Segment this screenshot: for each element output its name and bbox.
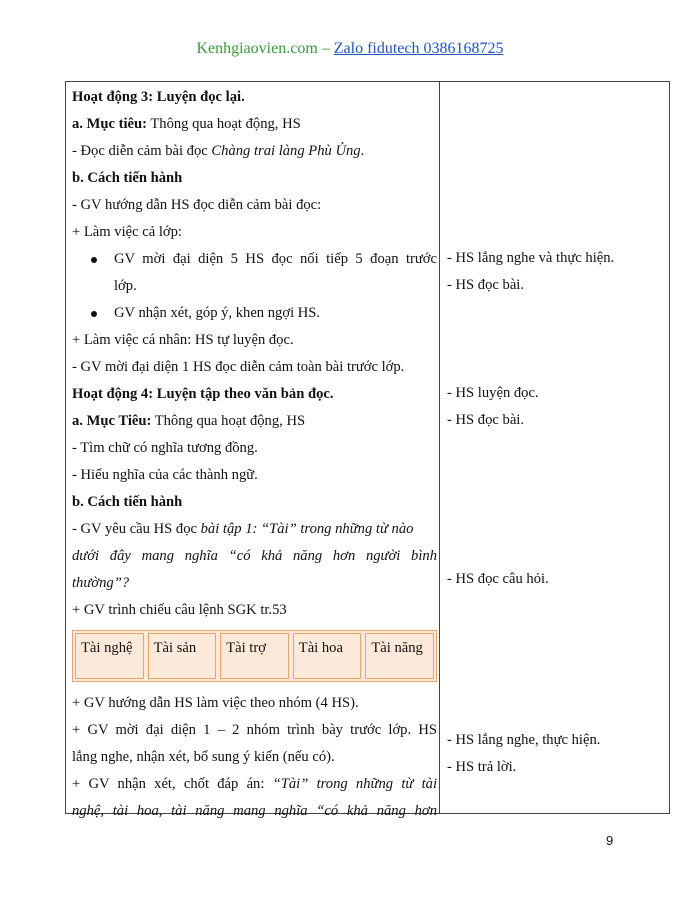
activity-4-line (72, 771, 437, 798)
header-zalo-link[interactable]: Zalo fidutech 0386168725 (333, 40, 504, 57)
exercise-line: thường”? (72, 575, 130, 591)
bullet-item (72, 300, 437, 327)
activity-4-line: + GV mời đại diện 1 – 2 nhóm trình bày trước lớp. HS (72, 722, 437, 738)
activity-3-line: + Làm việc cả lớp: (72, 224, 182, 240)
exercise-line: dưới đây mang nghĩa “có khả năng hơn người bình (72, 548, 437, 564)
activity-4-method: b. Cách tiến hành (72, 494, 183, 510)
reading-title: Chàng trai làng Phù Ủng (211, 143, 361, 159)
bullet-dot-icon (91, 311, 97, 317)
activity-3-title: Hoạt động 3: Luyện đọc lại. (72, 89, 245, 105)
page-number: 9 (606, 833, 614, 848)
exercise-line (72, 516, 437, 543)
bullet-item (72, 246, 437, 273)
word-option: Tài trợ (220, 633, 289, 679)
student-activity: - HS đọc bài. (447, 277, 525, 293)
activity-3-goal-item (72, 138, 437, 165)
word-option: Tài nghệ (75, 633, 144, 679)
activity-3-method: b. Cách tiến hành (72, 170, 183, 186)
student-activity: - HS luyện đọc. (447, 385, 539, 401)
activity-4-goal-item: - Hiểu nghĩa của các thành ngữ. (72, 467, 258, 483)
header-separator: – (317, 40, 334, 57)
student-activity: - HS đọc câu hỏi. (447, 571, 549, 587)
student-activity: - HS lắng nghe và thực hiện. (447, 250, 615, 266)
activity-4-line: nghệ, tài hoa, tài năng mang nghĩa “có khả năng hơn (72, 803, 437, 819)
student-activity: - HS đọc bài. (447, 412, 525, 428)
goal-text: Thông qua hoạt động, HS (151, 413, 306, 429)
activity-4-goal-item: - Tìm chữ có nghĩa tương đồng. (72, 440, 258, 456)
student-activity: - HS trả lời. (447, 759, 517, 775)
activity-4-line: + GV hướng dẫn HS làm việc theo nhóm (4 HS). (72, 695, 359, 711)
table-right-column (439, 81, 670, 814)
activity-3-line: - GV hướng dẫn HS đọc diễn cảm bài đọc: (72, 197, 322, 213)
word-option: Tài năng (365, 633, 434, 679)
answer-italic: “Tài” trong những từ tài (272, 776, 437, 792)
word-options-table (72, 630, 437, 682)
activity-4-goal (72, 408, 437, 435)
goal-item-suffix: . (360, 143, 365, 159)
goal-label: a. Mục tiêu: (72, 116, 147, 132)
student-activity: - HS lắng nghe, thực hiện. (447, 732, 601, 748)
answer-prefix: + GV nhận xét, chốt đáp án: (72, 776, 273, 792)
activity-3-line: - GV mời đại diện 1 HS đọc diễn cảm toàn bài trước lớp. (72, 359, 405, 375)
goal-item-prefix: - Đọc diễn cảm bài đọc (72, 143, 212, 159)
bullet-text: GV nhận xét, góp ý, khen ngợi HS. (114, 305, 321, 321)
word-option: Tài hoa (293, 633, 362, 679)
bullet-dot-icon (91, 257, 97, 263)
bullet-item-continued: lớp. (114, 278, 137, 294)
word-option: Tài sản (148, 633, 217, 679)
exercise-prefix: - GV yêu cầu HS đọc (72, 521, 201, 537)
activity-4-line: lắng nghe, nhận xét, bổ sung ý kiến (nếu có). (72, 749, 335, 765)
goal-label: a. Mục Tiêu: (72, 413, 152, 429)
activity-4-line: + GV trình chiếu câu lệnh SGK tr.53 (72, 602, 287, 618)
page-header (0, 40, 700, 58)
activity-4-title: Hoạt động 4: Luyện tập theo văn bản đọc. (72, 386, 334, 402)
exercise-italic: bài tập 1: “Tài” trong những từ nào (200, 521, 414, 537)
teacher-activities (72, 84, 437, 825)
bullet-text: GV mời đại diện 5 HS đọc nối tiếp 5 đoạn trước (114, 251, 437, 267)
activity-3-line: + Làm việc cá nhân: HS tự luyện đọc. (72, 332, 294, 348)
goal-text: Thông qua hoạt động, HS (146, 116, 301, 132)
activity-3-goal (72, 111, 437, 138)
header-site[interactable]: Kenhgiaovien.com (196, 40, 318, 57)
